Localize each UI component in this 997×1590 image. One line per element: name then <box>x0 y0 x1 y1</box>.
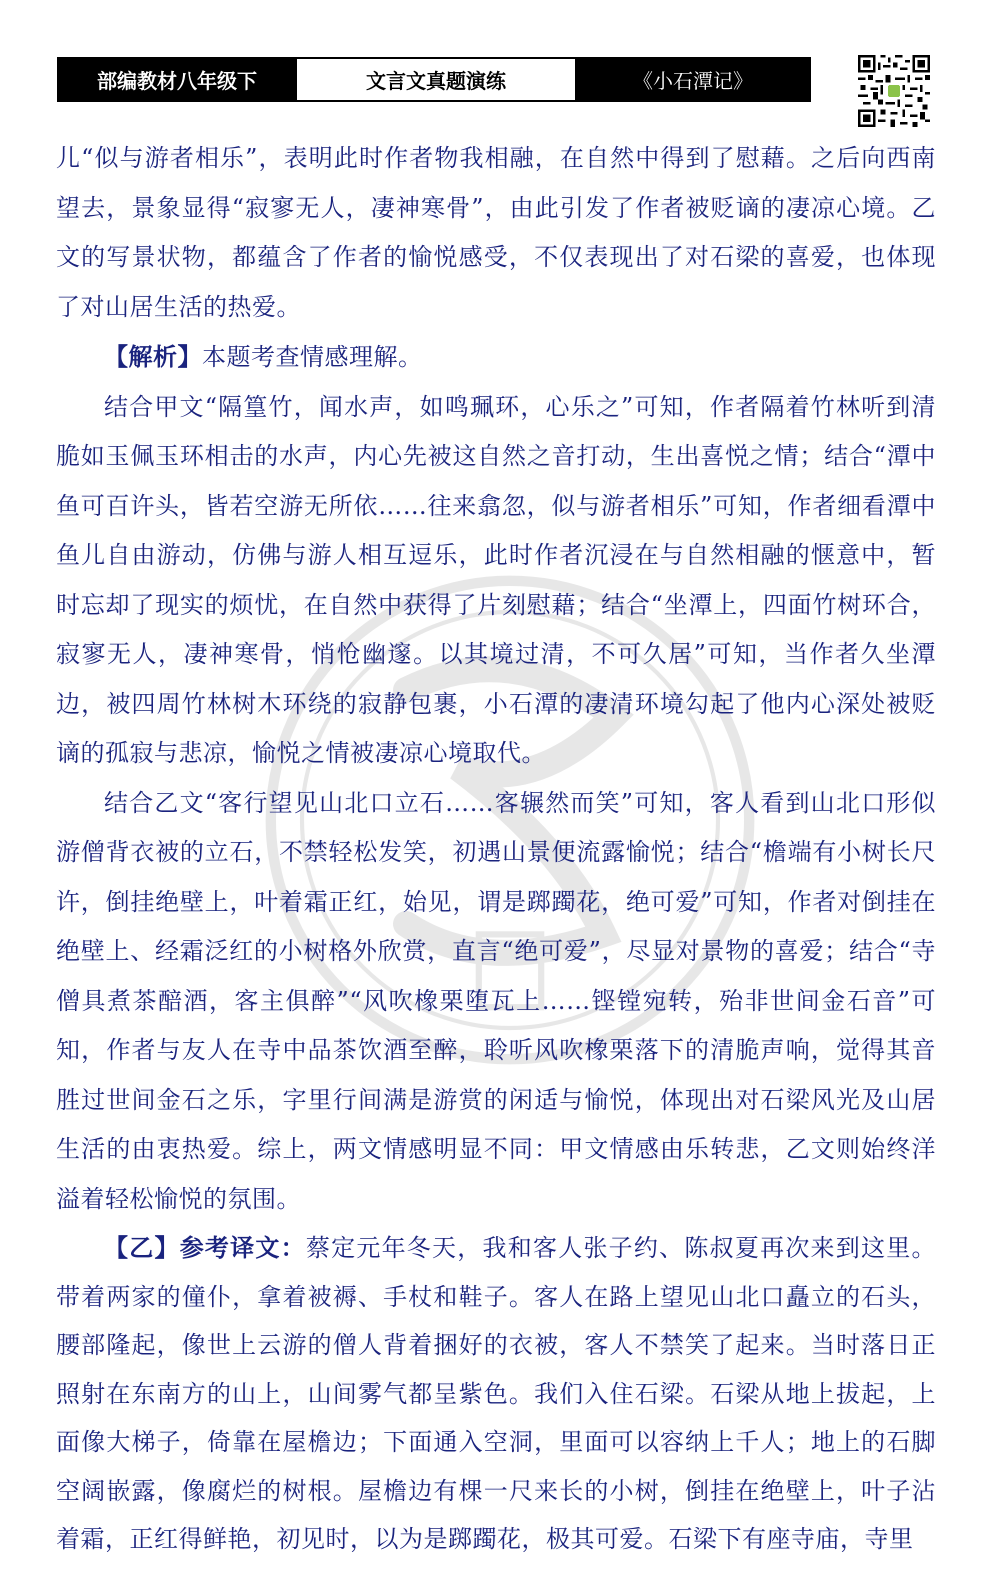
document-header <box>57 57 811 102</box>
analysis-tag: 【解析】 <box>104 342 202 371</box>
paragraph-analysis-yi: 结合乙文“客行望见山北口立石……客辗然而笑”可知，客人看到山北口形似游僧背衣被的立石，不禁轻松发笑，初遇山景便流露愉悦；结合“檐端有小树长尺许，倒挂绝壁上，叶着霜正红，始见，谓是踯躅花，绝可爱”可知，作者对倒挂在绝壁上、经霜泛红的小树格外欣赏，直言“绝可爱”，尽显对景物的喜爱；结合“寺僧具煮茶醅酒，客主俱醉”“风吹橡栗堕瓦上……铿镗宛转，殆非世间金石音”可知，作者与友人在寺中品茶饮酒至醉，聆听风吹橡栗落下的清脆声响，觉得其音胜过世间金石之乐，字里行间满是游赏的闲适与愉悦，体现出对石梁风光及山居生活的由衷热爱。综上，两文情感明显不同：甲文情感由乐转悲，乙文则始终洋溢着轻松愉悦的氛围。 <box>56 788 936 1213</box>
header-section-title: 文言文真题演练 <box>295 59 577 100</box>
qr-code-icon[interactable] <box>858 55 930 127</box>
paragraph-analysis-jia: 结合甲文“隔篁竹，闻水声，如鸣珮环，心乐之”可知，作者隔着竹林听到清脆如玉佩玉环相击的水声，内心先被这自然之音打动，生出喜悦之情；结合“潭中鱼可百许头，皆若空游无所依……往来翕忽，似与游者相乐”可知，作者细看潭中鱼儿自由游动，仿佛与游人相互逗乐，此时作者沉浸在与自然相融的惬意中，暂时忘却了现实的烦忧，在自然中获得了片刻慰藉；结合“坐潭上，四面竹树环合，寂寥无人，凄神寒骨，悄怆幽邃。以其境过清，不可久居”可知，当作者久坐潭边，被四周竹林树木环绕的寂静包裹，小石潭的凄清环境勾起了他内心深处被贬谪的孤寂与悲凉，愉悦之情被凄凉心境取代。 <box>56 392 936 767</box>
header-grade-label: 部编教材八年级下 <box>59 59 295 100</box>
translation-tag: 【乙】参考译文： <box>104 1233 306 1262</box>
translation-text: 蔡定元年冬天，我和客人张子约、陈叔夏再次来到这里。带着两家的僮仆，拿着被褥、手杖和鞋子。客人在路上望见山北口矗立的石头，腰部隆起，像世上云游的僧人背着捆好的衣被，客人不禁笑了起来。当时落日正照射在东南方的山上，山间雾气都呈紫色。我们入住石梁。石梁从地上拔起，上面像大梯子，倚靠在屋檐边；下面通入空洞，里面可以容纳上千人；地上的石脚空阔嵌露，像腐烂的树根。屋檐边有棵一尺来长的小树，倒挂在绝壁上，叶子沾着霜，正红得鲜艳，初见时，以为是踯躅花，极其可爱。石梁下有座寺庙，寺里 <box>56 1234 936 1553</box>
document-body <box>56 134 936 1564</box>
analysis-intro-text: 本题考查情感理解。 <box>202 343 423 371</box>
paragraph-summary: 儿“似与游者相乐”，表明此时作者物我相融，在自然中得到了慰藉。之后向西南望去，景象显得“寂寥无人，凄神寒骨”，由此引发了作者被贬谪的凄凉心境。乙文的写景状物，都蕴含了作者的愉悦感受，不仅表现出了对石梁的喜爱，也体现了对山居生活的热爱。 <box>56 144 936 321</box>
header-lesson-title: 《小石潭记》 <box>577 59 809 100</box>
paragraph-translation <box>56 1224 936 1564</box>
paragraph-analysis-intro <box>56 332 936 383</box>
